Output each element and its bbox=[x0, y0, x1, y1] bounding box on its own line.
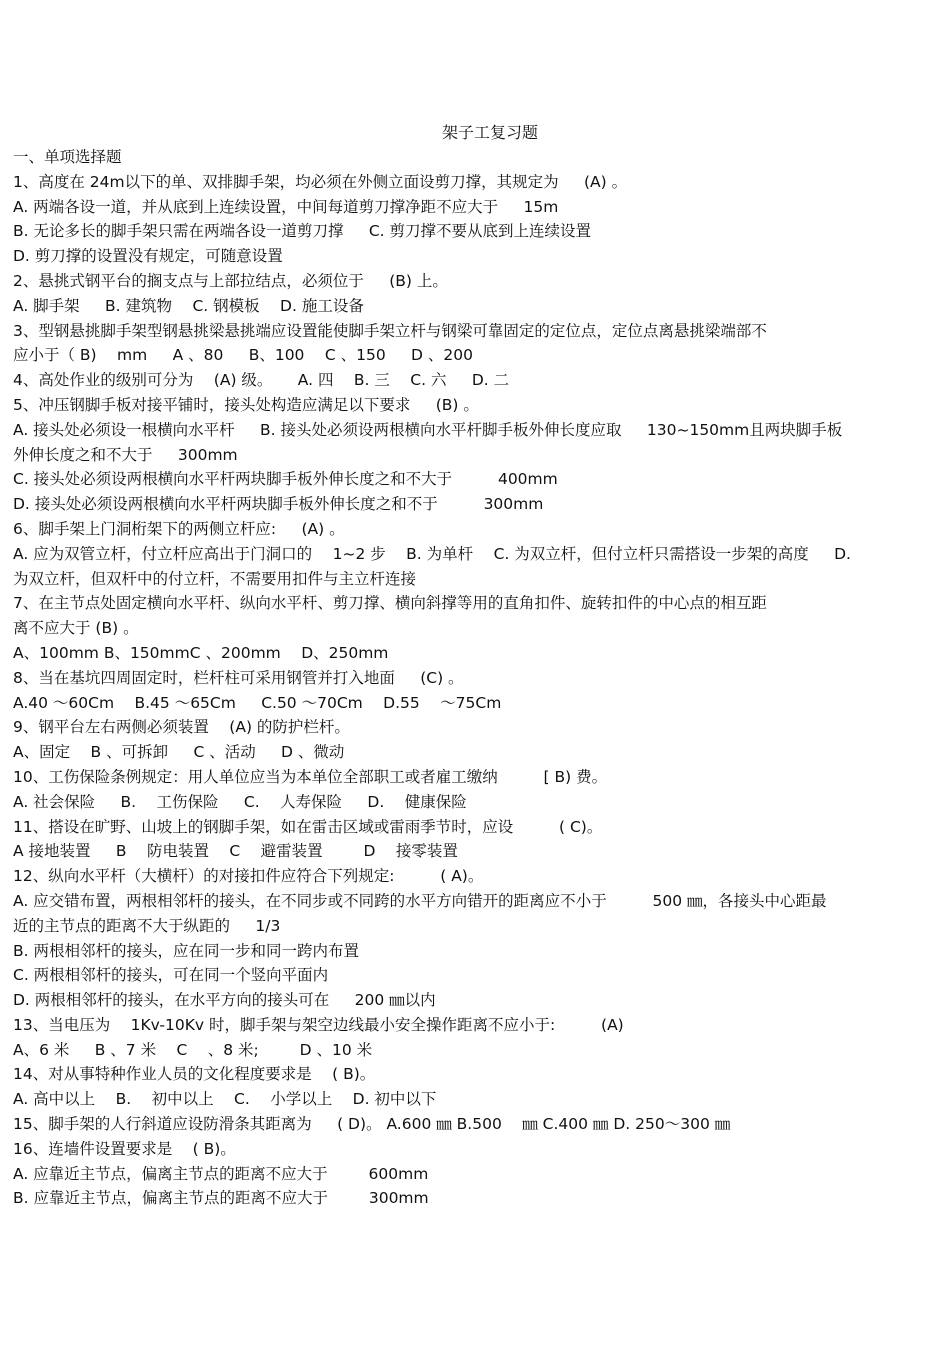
text-line: A. 应为双管立杆，付立杆应高出于门洞口的 1~2 步 B. 为单杆 C. 为双立杆，但付立杆只需搭设一步架的高度 D. bbox=[13, 544, 851, 563]
text-line: A. 社会保险 B. 工伤保险 C. 人寿保险 D. 健康保险 bbox=[13, 792, 467, 811]
text-line: 离不应大于 (B) 。 bbox=[13, 619, 139, 638]
text-line: D. 接头处必须设两根横向水平杆两块脚手板外伸长度之和不于 300mm bbox=[13, 495, 544, 514]
text-line: B. 应靠近主节点，偏离主节点的距离不应大于 300mm bbox=[13, 1189, 429, 1208]
text-line: 15、脚手架的人行斜道应设防滑条其距离为 ( D)。 A.600 ㎜ B.500 ㎜ C.400 ㎜ D. 250～300 ㎜ bbox=[13, 1115, 731, 1134]
text-line: 14、对从事特种作业人员的文化程度要求是 ( B)。 bbox=[13, 1065, 376, 1084]
text-line: A. 高中以上 B. 初中以上 C. 小学以上 D. 初中以下 bbox=[13, 1090, 437, 1109]
text-line: 5、冲压钢脚手板对接平铺时，接头处构造应满足以下要求 (B) 。 bbox=[13, 395, 479, 414]
text-line: 3、型钢悬挑脚手架型钢悬挑梁悬挑端应设置能使脚手架立杆与钢梁可靠固定的定位点，定位点离悬挑梁端部不 bbox=[13, 321, 767, 340]
text-line: 9、钢平台左右两侧必须装置 (A) 的防护栏杆。 bbox=[13, 718, 350, 737]
text-line: 近的主节点的距离不大于纵距的 1/3 bbox=[13, 916, 281, 935]
text-line: 应小于（ B) mm A 、80 B、100 C 、150 D 、200 bbox=[13, 346, 473, 365]
text-line: A、固定 B 、可拆卸 C 、活动 D 、微动 bbox=[13, 743, 345, 762]
text-line: 6、脚手架上门洞桁架下的两侧立杆应: (A) 。 bbox=[13, 519, 345, 538]
text-line: A. 接头处必须设一根横向水平杆 B. 接头处必须设两根横向水平杆脚手板外伸长度应取 130~150mm且两块脚手板 bbox=[13, 420, 843, 439]
text-line: 12、纵向水平杆（大横杆）的对接扣件应符合下列规定: ( A)。 bbox=[13, 867, 484, 886]
text-line: 外伸长度之和不大于 300mm bbox=[13, 445, 238, 464]
text-line: B. 无论多长的脚手架只需在两端各设一道剪刀撑 C. 剪刀撑不要从底到上连续设置 bbox=[13, 222, 592, 241]
text-line: 7、在主节点处固定横向水平杆、纵向水平杆、剪刀撑、横向斜撑等用的直角扣件、旋转扣件的中心点的相互距 bbox=[13, 594, 767, 613]
text-line: C. 两根相邻杆的接头，可在同一个竖向平面内 bbox=[13, 966, 329, 985]
text-line: 11、搭设在旷野、山坡上的钢脚手架，如在雷击区域或雷雨季节时，应设 ( C)。 bbox=[13, 817, 603, 836]
text-line: 13、当电压为 1Kv-10Kv 时，脚手架与架空边线最小安全操作距离不应小于: (A) bbox=[13, 1015, 624, 1034]
text-line: A. 应靠近主节点，偏离主节点的距离不应大于 600mm bbox=[13, 1164, 429, 1183]
text-line: D. 两根相邻杆的接头，在水平方向的接头可在 200 ㎜以内 bbox=[13, 991, 436, 1010]
text-line: A.40 ～60Cm B.45 ～65Cm C.50 ～70Cm D.55 ～75Cm bbox=[13, 693, 502, 712]
text-line: D. 剪刀撑的设置没有规定，可随意设置 bbox=[13, 247, 283, 266]
text-line: A. 应交错布置，两根相邻杆的接头，在不同步或不同跨的水平方向错开的距离应不小于 500 ㎜，各接头中心距最 bbox=[13, 891, 827, 910]
question-list bbox=[13, 145, 943, 1211]
text-line: 16、连墙件设置要求是 ( B)。 bbox=[13, 1139, 236, 1158]
text-line: A 接地装置 B 防电装置 C 避雷装置 D 接零装置 bbox=[13, 842, 458, 861]
document-title: 架子工复习题 bbox=[441, 123, 538, 142]
text-line: 一、单项选择题 bbox=[13, 148, 122, 166]
text-line: A、100mm B、150mmC 、200mm D、250mm bbox=[13, 643, 389, 662]
text-line: A. 脚手架 B. 建筑物 C. 钢模板 D. 施工设备 bbox=[13, 296, 364, 315]
text-line: A. 两端各设一道，并从底到上连续设置，中间每道剪刀撑净距不应大于 15m bbox=[13, 197, 559, 216]
text-line: 1、高度在 24m以下的单、双排脚手架，均必须在外侧立面设剪刀撑，其规定为 (A) 。 bbox=[13, 172, 628, 191]
text-line: 为双立杆，但双杆中的付立杆，不需要用扣件与主立杆连接 bbox=[13, 569, 417, 588]
text-line: 10、工伤保险条例规定：用人单位应当为本单位全部职工或者雇工缴纳 [ B) 费。 bbox=[13, 767, 608, 786]
text-line: 8、当在基坑四周固定时，栏杆柱可采用钢管并打入地面 (C) 。 bbox=[13, 668, 464, 687]
text-line: 4、高处作业的级别可分为 (A) 级。 A. 四 B. 三 C. 六 D. 二 bbox=[13, 371, 510, 390]
text-line: 2、悬挑式钢平台的搁支点与上部拉结点，必须位于 (B) 上。 bbox=[13, 271, 448, 290]
text-line: C. 接头处必须设两根横向水平杆两块脚手板外伸长度之和不大于 400mm bbox=[13, 470, 558, 489]
text-line: B. 两根相邻杆的接头，应在同一步和同一跨内布置 bbox=[13, 941, 359, 960]
text-line: A、6 米 B 、7 米 C 、8 米; D 、10 米 bbox=[13, 1040, 373, 1059]
